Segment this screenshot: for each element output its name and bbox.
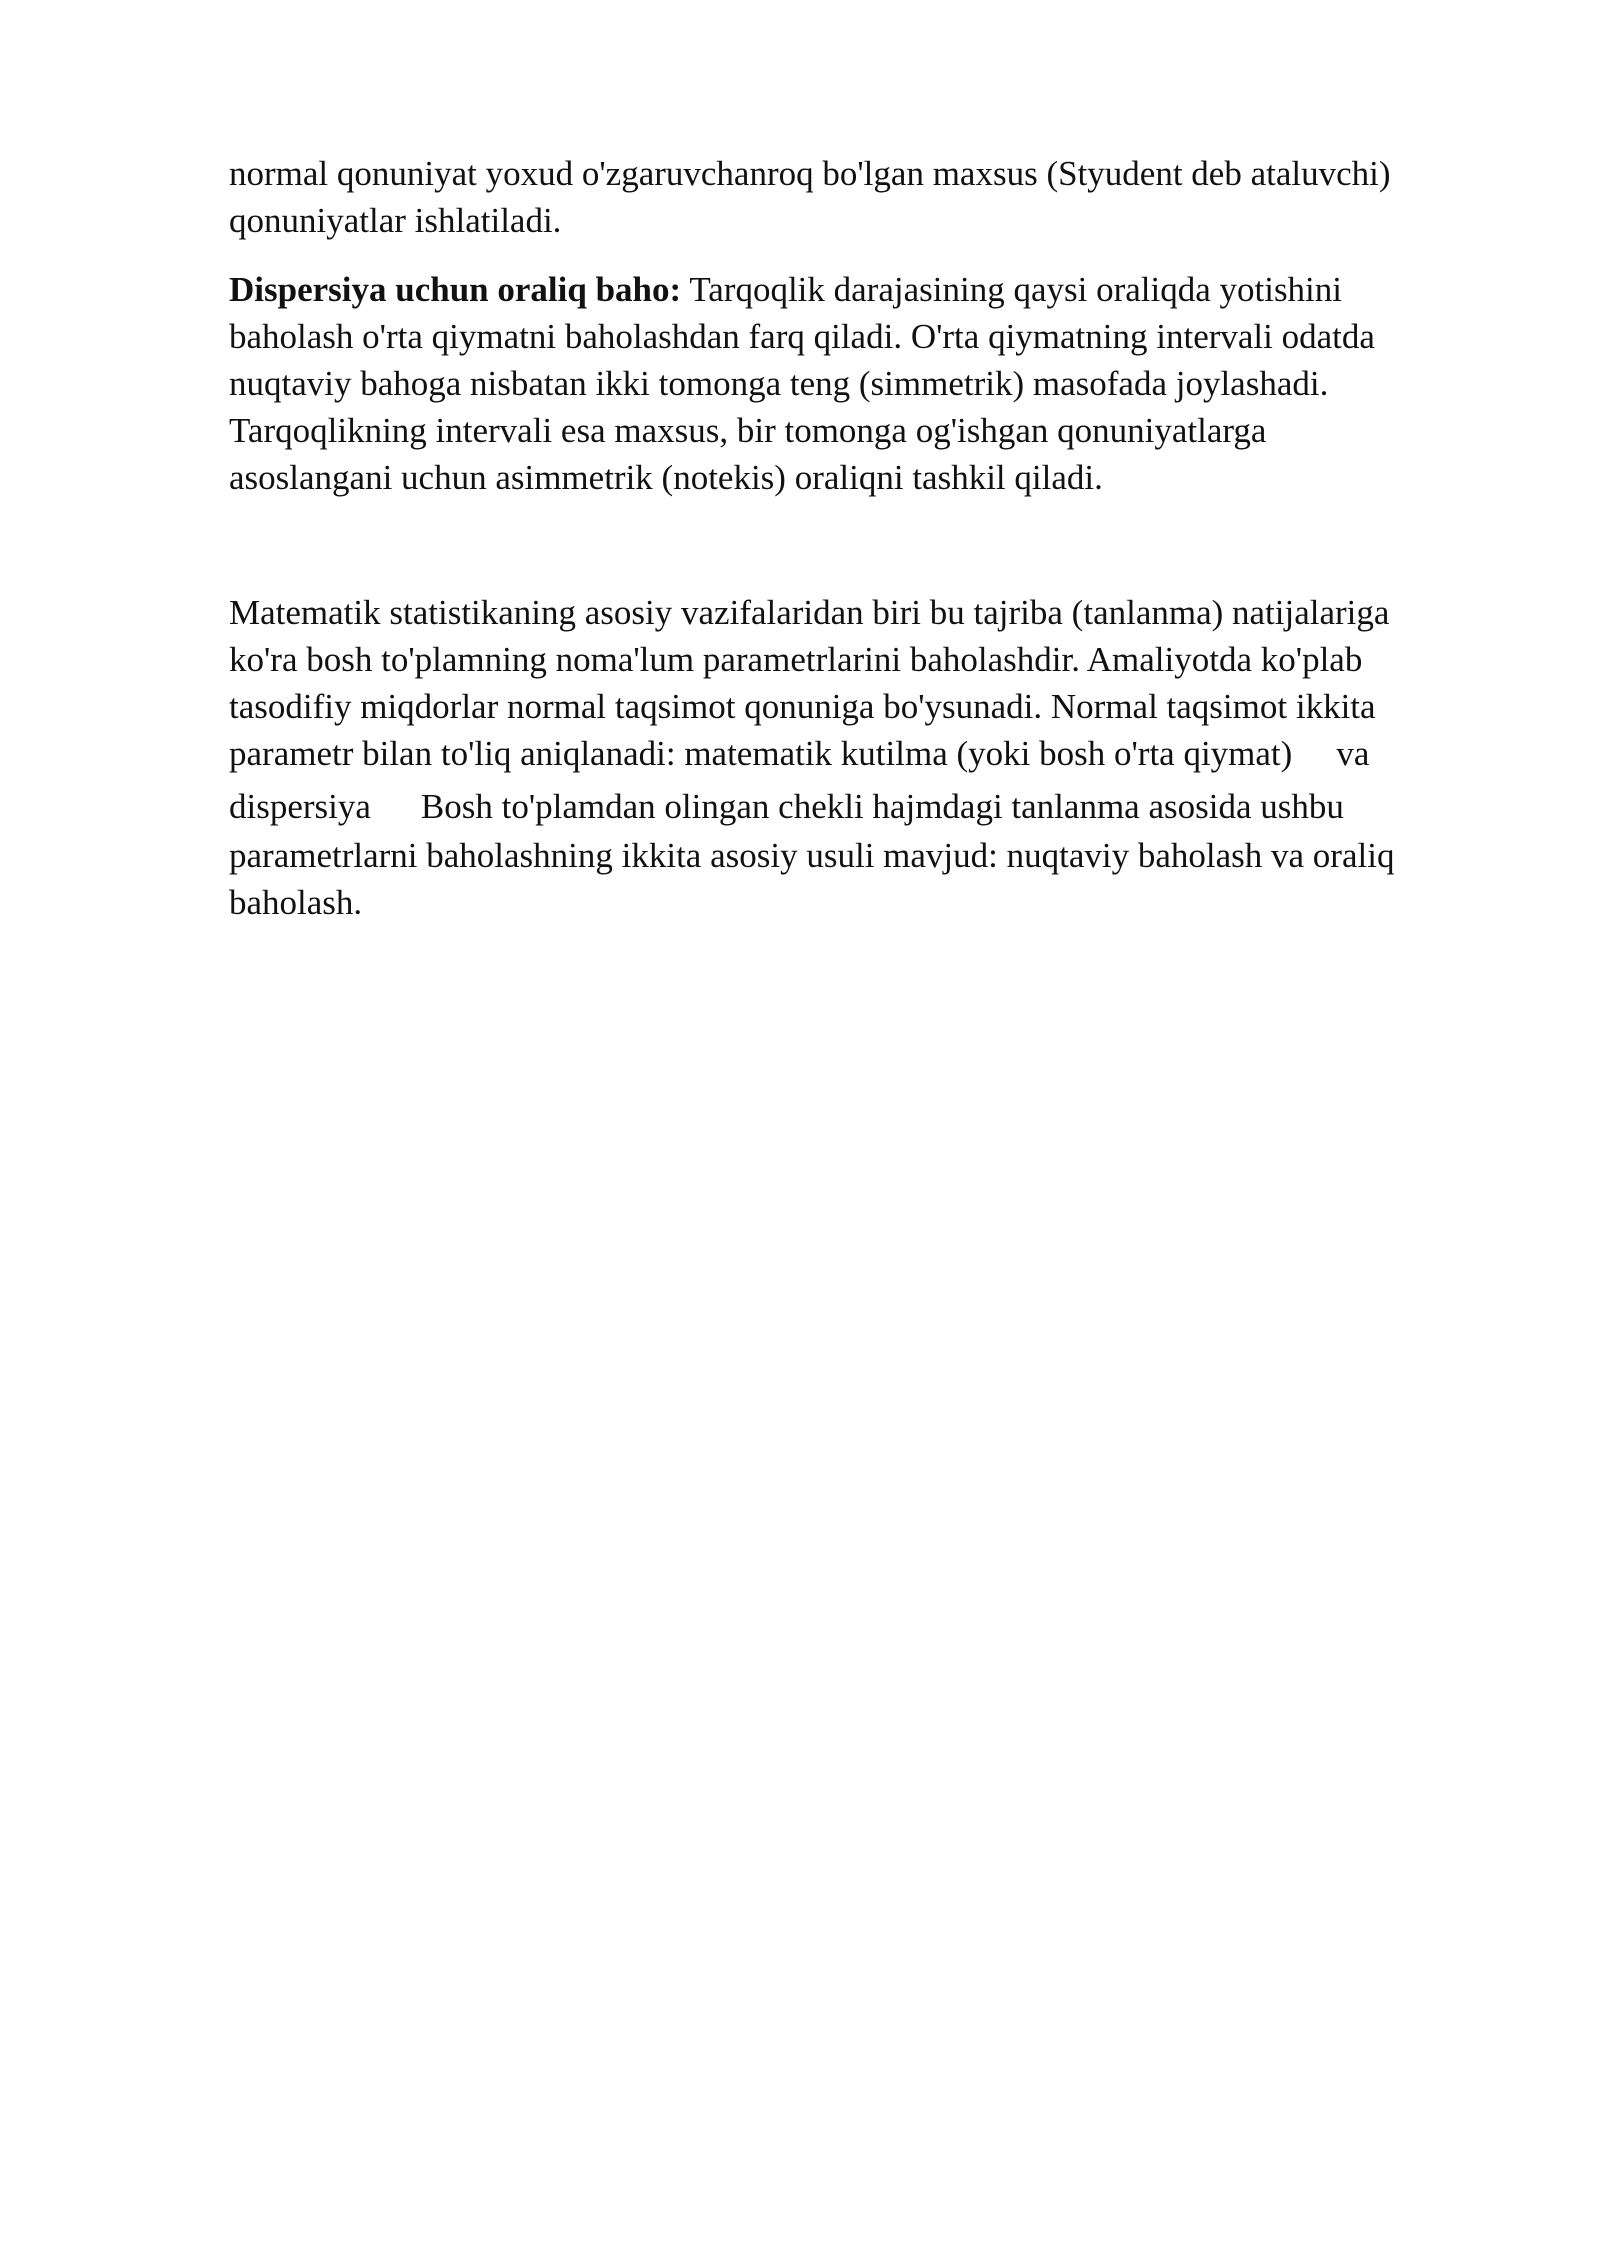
text-line: asoslangani uchun asimmetrik (notekis) oraliqni tashkil qiladi.	[229, 458, 1103, 497]
text-line	[229, 266, 1519, 313]
bold-heading-inline: Dispersiya uchun oraliq baho:	[229, 270, 682, 309]
paragraph-statistics-tasks	[229, 589, 1519, 926]
text-line: tasodifiy miqdorlar normal taqsimot qonuniga bo'ysunadi. Normal taqsimot ikkita	[229, 687, 1376, 726]
text-fragment: parametr bilan to'liq aniqlanadi: matematik kutilma (yoki bosh o'rta qiymat)	[229, 734, 1293, 773]
text-line: Matematik statistikaning asosiy vazifalaridan biri bu tajriba (tanlanma) natijalariga	[229, 593, 1390, 632]
text-line: baholash.	[229, 883, 363, 922]
paragraph-variance-interval	[229, 266, 1519, 501]
text-line: qonuniyatlar ishlatiladi.	[229, 201, 562, 240]
text-line	[229, 730, 1519, 777]
text-line: baholash o'rta qiymatni baholashdan farq qiladi. O'rta qiymatning intervali odatda	[229, 317, 1375, 356]
text-fragment: Bosh to'plamdan olingan chekli hajmdagi tanlanma asosida ushbu	[420, 787, 1344, 826]
text-line: parametrlarni baholashning ikkita asosiy usuli mavjud: nuqtaviy baholash va oraliq	[229, 836, 1395, 875]
text-line: normal qonuniyat yoxud o'zgaruvchanroq bo'lgan maxsus (Styudent deb ataluvchi)	[229, 154, 1391, 193]
text-fragment: va	[1336, 734, 1370, 773]
text-fragment: Tarqoqlik darajasining qaysi oraliqda yotishini	[689, 270, 1343, 309]
paragraph-intro-continuation	[229, 150, 1519, 244]
text-fragment: dispersiya	[229, 787, 371, 826]
text-line: Tarqoqlikning intervali esa maxsus, bir tomonga og'ishgan qonuniyatlarga	[229, 411, 1267, 450]
text-line: nuqtaviy bahoga nisbatan ikki tomonga teng (simmetrik) masofada joylashadi.	[229, 364, 1329, 403]
text-line: ko'ra bosh to'plamning noma'lum parametrlarini baholashdir. Amaliyotda ko'plab	[229, 640, 1363, 679]
text-line	[229, 782, 1519, 832]
